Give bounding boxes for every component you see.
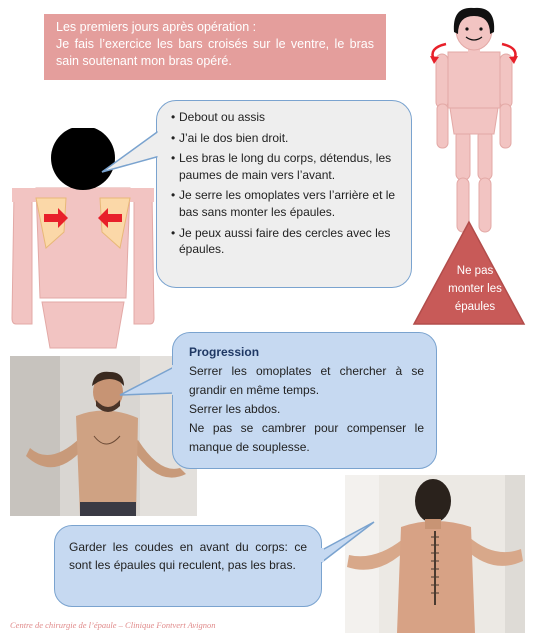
progression-line-1: Serrer les omoplates et chercher à se grandir en même temps. <box>189 364 424 397</box>
header-line-1: Les premiers jours après opération : <box>56 20 257 34</box>
progression-line-2: Serrer les abdos. <box>189 402 281 416</box>
header-banner <box>44 14 386 80</box>
front-figure-illustration <box>420 4 530 239</box>
progression-bubble-tail <box>118 355 176 405</box>
progression-title: Progression <box>189 345 260 359</box>
instruction-item: • J’ai le dos bien droit. <box>171 130 401 147</box>
footer-credit: Centre de chirurgie de l’épaule – Clinique Fontvert Avignon <box>10 620 216 630</box>
elbows-note-text: Garder les coudes en avant du corps: ce sont les épaules qui reculent, pas les bras. <box>69 540 307 572</box>
warning-line-1: Ne pas <box>456 265 494 277</box>
header-line-2: Je fais l’exercice les bars croisés sur le ventre, le bras sain soutenant mon bras opéré. <box>56 37 374 68</box>
progression-bubble <box>172 332 437 469</box>
instruction-item: • Debout ou assis <box>171 109 401 126</box>
instruction-item: • Je peux aussi faire des cercles avec les épaules. <box>171 225 401 258</box>
instructions-bubble <box>156 100 412 288</box>
warning-text <box>430 262 520 316</box>
instructions-bubble-tail <box>100 126 162 176</box>
warning-line-2: monter les <box>448 283 502 295</box>
elbows-bubble-tail <box>320 520 376 564</box>
instruction-item: • Je serre les omoplates vers l’arrière et le bas sans monter les épaules. <box>171 187 401 220</box>
elbows-note-bubble <box>54 525 322 607</box>
progression-line-3: Ne pas se cambrer pour compenser le manque de souplesse. <box>189 421 424 454</box>
instruction-item: • Les bras le long du corps, détendus, les paumes de main vers l’avant. <box>171 150 401 183</box>
warning-line-3: épaules <box>454 301 496 313</box>
instructions-list <box>171 109 401 258</box>
